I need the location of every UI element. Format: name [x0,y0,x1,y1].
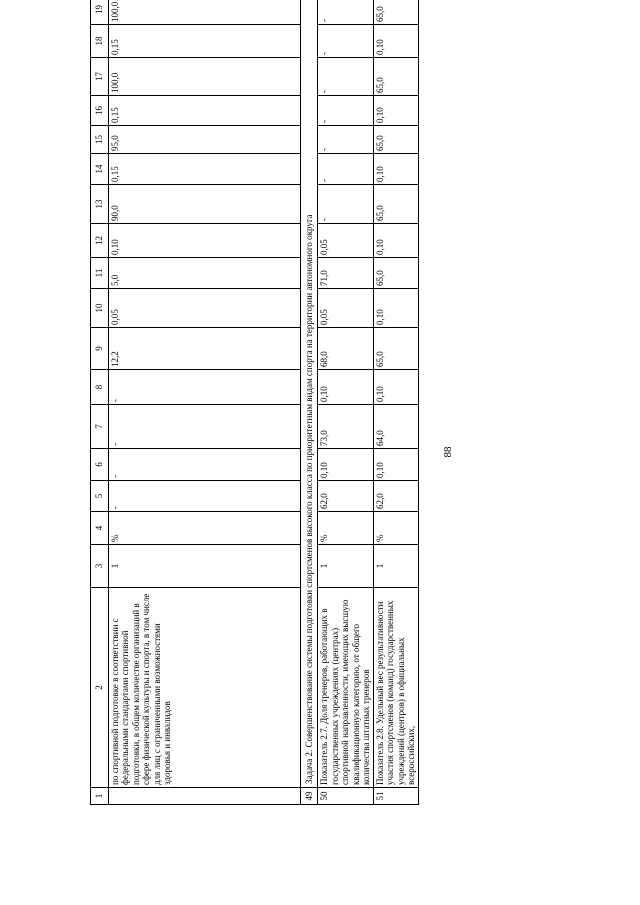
value-cell: 0,10 [318,449,374,481]
value-cell: 65,0 [373,58,418,96]
value-cell: 71,0 [318,258,374,289]
header-cell: 1 [91,788,109,805]
value-cell: 0,10 [373,289,418,328]
header-cell: 2 [91,588,109,788]
indicator-text-cell: по спортивной подготовке в соответствии с федеральными стандартами спортивной подготовки, в общем количестве организаций в сфере физической культуры и спорта, в том числе для лиц с ограниченными возможностями здоровья и инвалидов [108,588,300,788]
value-cell: 0,15 [108,154,300,185]
indicator-text-cell: Показатель 2.7. Доля тренеров, работающих в государственных учреждениях (центрах) спортивной направленности, имеющих высшую квалификационную категорию, от общего количества штатных тренеров [318,588,374,788]
value-cell: 65,0 [373,328,418,370]
table-row [318,0,374,805]
value-cell: 0,15 [108,96,300,126]
header-cell: 14 [91,154,109,185]
row-number-cell: 51 [373,788,418,805]
header-cell: 7 [91,405,109,449]
header-cell: 13 [91,185,109,224]
value-cell: - [318,25,374,58]
table-row-continuation [108,0,300,805]
value-cell: 64,0 [373,405,418,449]
value-cell: 90,0 [108,185,300,224]
value-cell: 0,10 [108,224,300,258]
value-cell: 100,0 [108,0,300,25]
unit-cell: % [108,512,300,545]
value-cell: 62,0 [373,481,418,512]
header-cell: 5 [91,481,109,512]
value-cell: 0,10 [373,224,418,258]
value-cell: 0,10 [373,25,418,58]
value-cell: 1 [318,545,374,588]
value-cell: 0,10 [373,154,418,185]
value-cell: - [108,405,300,449]
value-cell: 65,0 [373,0,418,25]
header-cell: 10 [91,289,109,328]
value-cell: 73,0 [318,405,374,449]
value-cell: 5,0 [108,258,300,289]
header-cell: 12 [91,224,109,258]
header-cell: 9 [91,328,109,370]
value-cell: 0,05 [318,224,374,258]
header-cell: 15 [91,126,109,154]
value-cell: 0,10 [373,370,418,405]
header-cell: 4 [91,512,109,545]
header-cell: 19 [91,0,109,25]
header-cell: 3 [91,545,109,588]
value-cell: 0,10 [373,96,418,126]
value-cell: 62,0 [318,481,374,512]
unit-cell: % [373,512,418,545]
header-cell: 16 [91,96,109,126]
header-cell: 8 [91,370,109,405]
value-cell: 1 [108,545,300,588]
unit-cell: % [318,512,374,545]
value-cell: 100,0 [108,58,300,96]
indicator-text-cell: Показатель 2.8. Удельный вес результативности участия спортсменов (команд) государственных учреждений (центров) в официальных всероссийских, [373,588,418,788]
header-cell: 11 [91,258,109,289]
value-cell: 0,10 [318,370,374,405]
value-cell: - [108,449,300,481]
rotated-table-container [90,1,441,805]
header-cell: 17 [91,58,109,96]
value-cell: - [318,126,374,154]
row-number-cell: 49 [300,788,318,805]
value-cell: 65,0 [373,126,418,154]
value-cell: 68,0 [318,328,374,370]
value-cell: - [108,370,300,405]
value-cell: - [318,58,374,96]
value-cell: 65,0 [373,258,418,289]
value-cell: 0,05 [108,289,300,328]
header-cell: 18 [91,25,109,58]
value-cell: 95,0 [108,126,300,154]
value-cell: 0,05 [318,289,374,328]
value-cell: 0,10 [373,449,418,481]
page-number: 88 [442,446,454,458]
task-heading-cell: Задача 2. Совершенствование системы подготовки спортсменов высокого класса по приоритетным видам спорта на территории автономного округа [300,0,318,788]
table-row-task [300,0,318,805]
value-cell: - [108,481,300,512]
value-cell: 65,0 [373,185,418,224]
header-row [91,0,109,805]
row-number-cell: 50 [318,788,374,805]
table-row [373,0,418,805]
value-cell: 0,15 [108,25,300,58]
value-cell: - [318,96,374,126]
value-cell: - [318,154,374,185]
value-cell: - [318,185,374,224]
value-cell: - [318,0,374,25]
value-cell: 1 [373,545,418,588]
header-cell: 6 [91,449,109,481]
indicators-table [90,0,419,805]
value-cell: 12,2 [108,328,300,370]
row-number-cell [108,788,300,805]
